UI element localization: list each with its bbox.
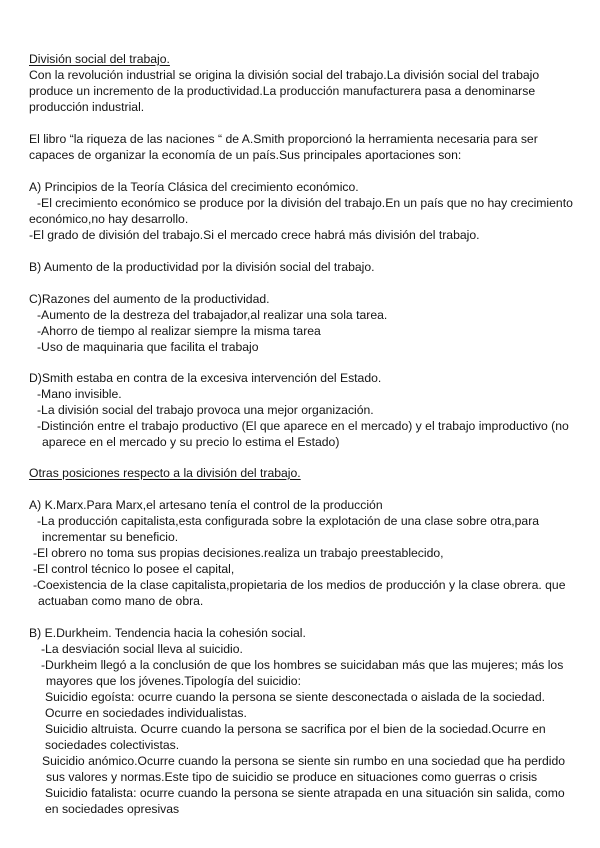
paragraph-line: El libro “la riqueza de las naciones “ de A.Smith proporcionó la herramienta necesaria para ser [29, 132, 538, 146]
list-item: Suicidio altruista. Ocurre cuando la persona se sacrifica por el bien de la sociedad.Ocurre en [45, 722, 546, 736]
section-title: Otras posiciones respecto a la división del trabajo. [29, 466, 301, 480]
list-item: Suicidio egoísta: ocurre cuando la persona se siente desconectada o aislada de la sociedad. [45, 690, 546, 704]
list-item: -La producción capitalista,esta configurada sobre la explotación de una clase sobre otra,para [37, 514, 540, 528]
paragraph-line: Con la revolución industrial se origina la división social del trabajo.La división social del trabajo [29, 68, 540, 82]
paragraph-line: producción industrial. [29, 100, 145, 114]
list-item: en sociedades opresivas [45, 802, 180, 816]
list-item: incrementar su beneficio. [42, 530, 179, 544]
list-item: Suicidio anómico.Ocurre cuando la persona se siente sin rumbo en una sociedad que ha perdido [42, 754, 566, 768]
point-heading: A) Principios de la Teoría Clásica del crecimiento económico. [29, 180, 359, 194]
list-item: -El crecimiento económico se produce por la división del trabajo.En un país que no hay crecimiento [37, 196, 573, 210]
point-heading: D)Smith estaba en contra de la excesiva intervención del Estado. [29, 371, 382, 385]
list-item: -Coexistencia de la clase capitalista,propietaria de los medios de producción y la clase obrera. que [33, 578, 566, 592]
list-item: económico,no hay desarrollo. [29, 212, 189, 226]
list-item: Ocurre en sociedades individualistas. [45, 706, 247, 720]
list-item: -La desviación social lleva al suicidio. [41, 642, 243, 656]
list-item: sus valores y normas.Este tipo de suicidio se produce en situaciones como guerras o crisis [46, 770, 538, 784]
list-item: Suicidio fatalista: ocurre cuando la persona se siente atrapada en una situación sin salida, como [45, 786, 565, 800]
list-item: sociedades colectivistas. [45, 738, 180, 752]
list-item: mayores que los jóvenes.Tipología del suicidio: [46, 674, 301, 688]
point-heading: B) E.Durkheim. Tendencia hacia la cohesión social. [29, 626, 306, 640]
list-item: -Aumento de la destreza del trabajador,al realizar una sola tarea. [37, 308, 388, 322]
list-item: -Ahorro de tiempo al realizar siempre la misma tarea [37, 324, 321, 338]
list-item: -Uso de maquinaria que facilita el trabajo [37, 340, 259, 354]
list-item: -El obrero no toma sus propias decisiones.realiza un trabajo preestablecido, [33, 546, 444, 560]
list-item: -La división social del trabajo provoca una mejor organización. [37, 403, 374, 417]
point-heading: C)Razones del aumento de la productividad. [29, 292, 270, 306]
paragraph-line: produce un incremento de la productividad.La producción manufacturera pasa a denominarse [29, 84, 536, 98]
list-item: -Distinción entre el trabajo productivo (El que aparece en el mercado) y el trabajo improductivo (no [37, 419, 569, 433]
point-heading: B) Aumento de la productividad por la división social del trabajo. [29, 260, 375, 274]
list-item: -El grado de división del trabajo.Si el mercado crece habrá más división del trabajo. [29, 228, 480, 242]
list-item: -Durkheim llegó a la conclusión de que los hombres se suicidaban más que las mujeres; más los [41, 658, 564, 672]
list-item: aparece en el mercado y su precio lo estima el Estado) [42, 435, 340, 449]
point-heading: A) K.Marx.Para Marx,el artesano tenía el control de la producción [29, 498, 383, 512]
list-item: actuaban como mano de obra. [38, 594, 204, 608]
paragraph-line: capaces de organizar la economía de un país.Sus principales aportaciones son: [29, 148, 462, 162]
list-item: -Mano invisible. [37, 387, 122, 401]
list-item: -El control técnico lo posee el capital, [33, 562, 235, 576]
section-title: División social del trabajo. [29, 52, 170, 66]
